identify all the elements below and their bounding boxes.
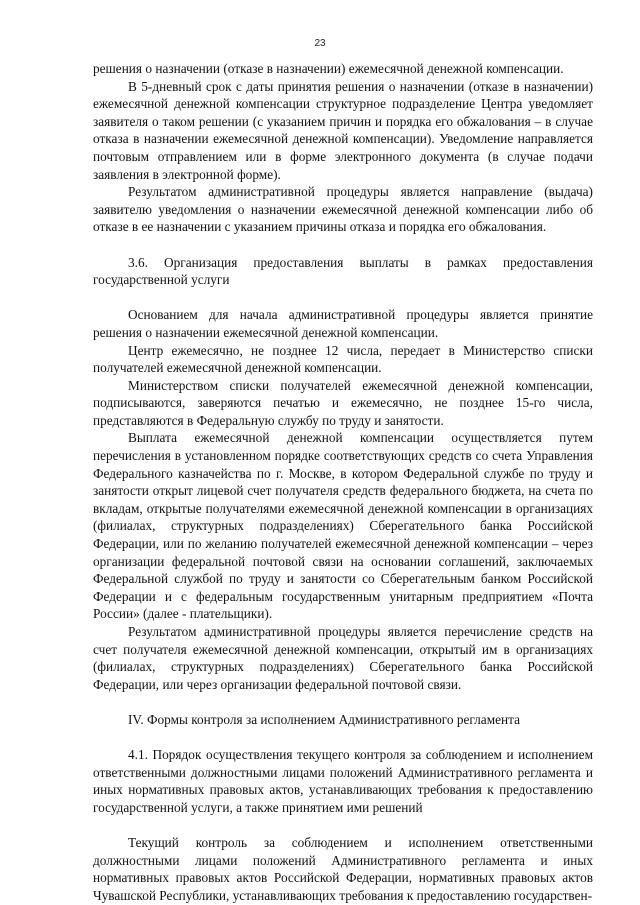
paragraph: 4.1. Порядок осуществления текущего контроля за соблюдением и исполнением ответственными должностными лицами положений Административного регламента и иных нормативных правовых актов, устанавливающих требования к предоставлению государственной услуги, а также принятием ими решений <box>93 747 593 815</box>
paragraph: Результатом административной процедуры является направление (выдача) заявителю уведомления о назначении ежемесячной денежной компенсации либо об отказе в ее назначении с указанием причины отказа и порядка его обжалования. <box>93 184 593 235</box>
paragraph: Текущий контроль за соблюдением и исполнением ответственными должностными лицами положений Административного регламента и иных нормативных правовых актов Российской Федерации, нормативных правовых актов Чувашской Республики, устанавливающих требования к предоставлению государствен- <box>93 835 593 903</box>
paragraph: Результатом административной процедуры является перечисление средств на счет получателя ежемесячной денежной компенсации, открытый им в организациях (филиалах, структурных подразделениях) Сберегательного банка Российской Федерации, или через организации федеральной почтовой связи. <box>93 624 593 692</box>
paragraph: решения о назначении (отказе в назначении) ежемесячной денежной компенсации. <box>93 61 564 76</box>
paragraph: Центр ежемесячно, не позднее 12 числа, передает в Министерство списки получателей ежемесячной денежной компенсации. <box>93 342 593 376</box>
paragraph: IV. Формы контроля за исполнением Административного регламента <box>128 711 521 727</box>
paragraph: 3.6. Организация предоставления выплаты в рамках предоставления государственной услуги <box>93 254 593 288</box>
paragraph: Выплата ежемесячной денежной компенсации осуществляется путем перечисления в установленном порядке соответствующих средств со счета Управления Федерального казначейства по г. Москве, в котором Федеральной службе по труду и занятости открыт лицевой счет получателя средств федерального бюджета, на счета по вкладам, открытые получателями ежемесячной денежной компенсации в организациях (филиалах, структурных подразделениях) Сберегательного банка Российской Федерации, или по желанию получателей ежемесячной денежной компенсации – через организации федеральной почтовой связи на основании соглашений, заключаемых Федеральной службой по труду и занятости со Сберегательным банком Российской Федерации и с федеральным государственным унитарным предприятием «Почта России» (далее - плательщики). <box>93 430 593 622</box>
paragraph: В 5-дневный срок с даты принятия решения о назначении (отказе в назначении) ежемесячной денежной компенсации структурное подразделение Центра уведомляет заявителя о таком решении (с указанием причин и порядка его обжалования – в случае отказа в назначении ежемесячной денежной компенсации). Уведомление направляется почтовым отправлением или в форме электронного документа (в случае подачи заявления в электронной форме). <box>93 78 593 182</box>
page-number: 23 <box>314 38 326 49</box>
paragraph: Основанием для начала административной процедуры является принятие решения о назначении ежемесячной денежной компенсации. <box>93 307 593 340</box>
document-body <box>93 60 593 905</box>
paragraph: Министерством списки получателей ежемесячной денежной компенсации, подписываются, заверяются печатью и ежемесячно, не позднее 15-го числа, представляются в Федеральную службу по труду и занятости. <box>93 377 593 428</box>
